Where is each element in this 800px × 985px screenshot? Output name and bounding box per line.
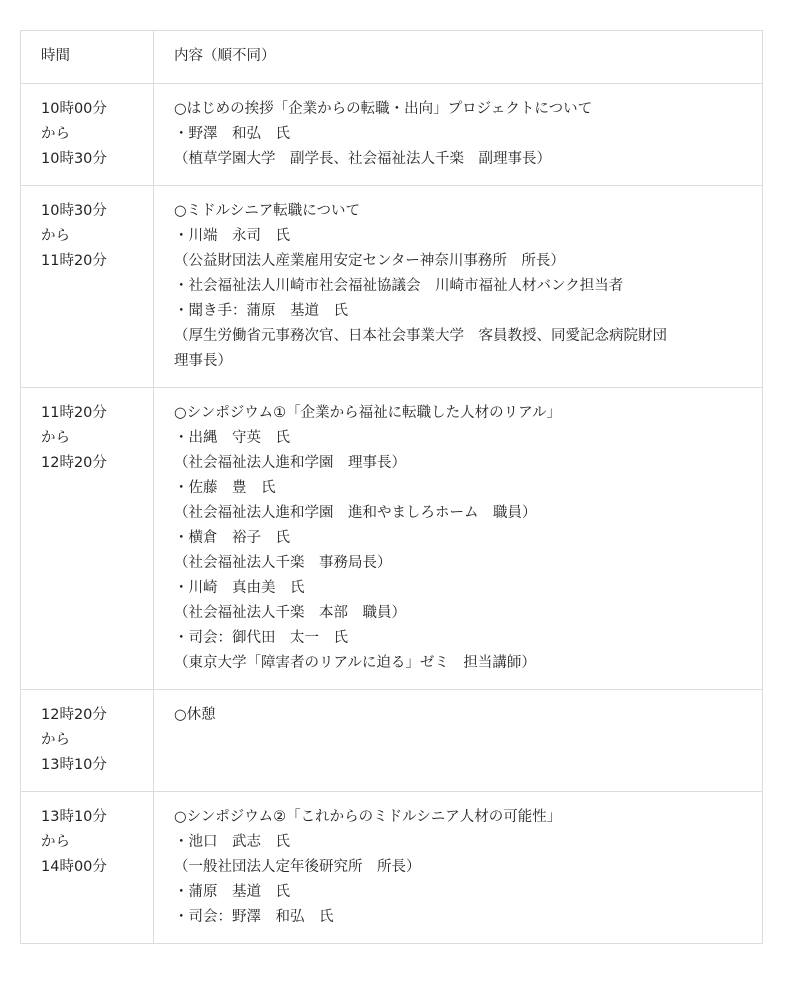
- content-cell: [154, 186, 763, 388]
- content-line: ・司会：御代田 太一 氏: [174, 630, 348, 646]
- content-line: （厚生労働省元事務次官、日本社会事業大学 客員教授、同愛記念病院財団: [174, 328, 667, 344]
- time-text: から: [41, 126, 70, 142]
- table-row: [21, 690, 763, 792]
- header-time: 時間: [21, 31, 154, 84]
- time-text: 14時00分: [41, 859, 107, 875]
- time-text: から: [41, 834, 70, 850]
- content-line: 理事長）: [174, 353, 232, 369]
- content-line: （東京大学「障害者のリアルに迫る」ゼミ 担当講師）: [174, 655, 536, 671]
- content-line: ・司会：野澤 和弘 氏: [174, 909, 334, 925]
- content-line: ・川崎 真由美 氏: [174, 580, 305, 596]
- time-text: 10時00分: [41, 101, 107, 117]
- content-line: （社会福祉法人千楽 本部 職員）: [174, 605, 406, 621]
- table-row: [21, 84, 763, 186]
- time-text: 12時20分: [41, 707, 107, 723]
- content-cell: [154, 690, 763, 792]
- content-line: ・佐藤 豊 氏: [174, 480, 276, 496]
- schedule-body: [21, 31, 763, 944]
- content-cell: [154, 84, 763, 186]
- time-text: から: [41, 228, 70, 244]
- content-line: （一般社団法人定年後研究所 所長）: [174, 859, 421, 875]
- content-line: ・社会福祉法人川崎市社会福祉協議会 川崎市福祉人材バンク担当者: [174, 278, 624, 294]
- content-line: ・出縄 守英 氏: [174, 430, 290, 446]
- time-text: から: [41, 430, 70, 446]
- content-line: （社会福祉法人進和学園 理事長）: [174, 455, 406, 471]
- time-text: 13時10分: [41, 809, 107, 825]
- content-line: ○休憩: [174, 707, 216, 723]
- content-line: ・野澤 和弘 氏: [174, 126, 290, 142]
- table-row: [21, 792, 763, 944]
- time-text: 10時30分: [41, 203, 107, 219]
- content-cell: [154, 388, 763, 690]
- content-line: （社会福祉法人進和学園 進和やましろホーム 職員）: [174, 505, 537, 521]
- table-row: [21, 186, 763, 388]
- time-text: から: [41, 732, 70, 748]
- time-text: 11時20分: [41, 405, 107, 421]
- time-cell: [21, 690, 154, 792]
- time-cell: [21, 84, 154, 186]
- content-line: ・横倉 裕子 氏: [174, 530, 290, 546]
- time-cell: [21, 186, 154, 388]
- content-line: ○ミドルシニア転職について: [174, 203, 360, 219]
- table-header-row: [21, 31, 763, 84]
- time-text: 10時30分: [41, 151, 107, 167]
- table-row: [21, 388, 763, 690]
- schedule-table: [20, 30, 763, 944]
- time-text: 11時20分: [41, 253, 107, 269]
- content-line: ・聞き手：蒲原 基道 氏: [174, 303, 348, 319]
- time-cell: [21, 388, 154, 690]
- content-line: ○シンポジウム①「企業から福祉に転職した人材のリアル」: [174, 405, 562, 421]
- time-text: 12時20分: [41, 455, 107, 471]
- content-cell: [154, 792, 763, 944]
- header-content: 内容（順不同）: [154, 31, 763, 84]
- content-line: ・池口 武志 氏: [174, 834, 290, 850]
- content-line: ・蒲原 基道 氏: [174, 884, 290, 900]
- content-line: （植草学園大学 副学長、社会福祉法人千楽 副理事長）: [174, 151, 551, 167]
- content-line: （社会福祉法人千楽 事務局長）: [174, 555, 392, 571]
- time-cell: [21, 792, 154, 944]
- content-line: （公益財団法人産業雇用安定センター神奈川事務所 所長）: [174, 253, 565, 269]
- content-line: ○はじめの挨拶「企業からの転職・出向」プロジェクトについて: [174, 101, 593, 117]
- content-line: ○シンポジウム②「これからのミドルシニア人材の可能性」: [174, 809, 562, 825]
- content-line: ・川端 永司 氏: [174, 228, 290, 244]
- time-text: 13時10分: [41, 757, 107, 773]
